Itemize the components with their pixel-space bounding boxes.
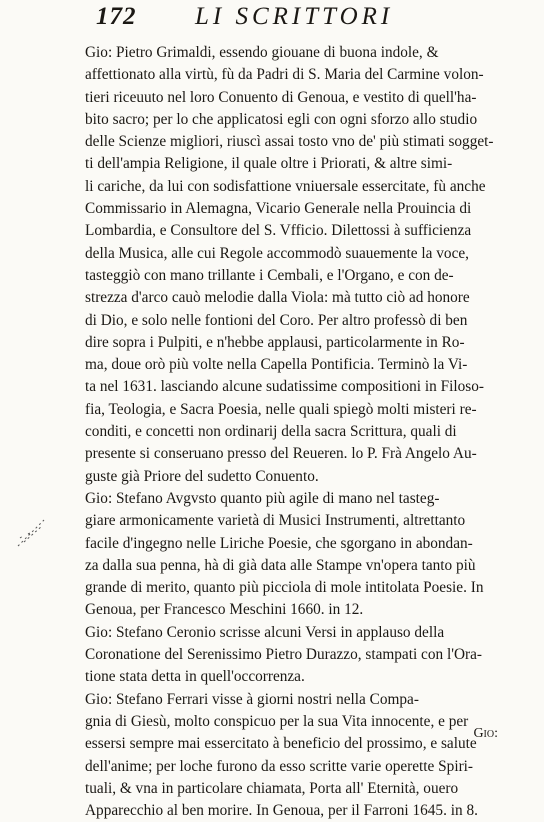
text-line: gnia di Giesù, molto conspicuo per la sua Vita innocente, e per	[85, 712, 469, 730]
text-line: tieri riceuuto nel loro Conuento di Genoua, e vestito di quell'ha-	[85, 88, 477, 106]
text-line: conditi, e concetti non ordinarij della sacra Scrittura, quali di	[85, 423, 457, 441]
page-header	[0, 0, 544, 40]
body-text	[85, 42, 503, 822]
text-line: Genoua, per Francesco Meschini 1660. in 12.	[85, 601, 364, 619]
text-line: affettionato alla virtù, fù da Padri di S. Maria del Carmine volon-	[85, 66, 484, 84]
text-line: della Musica, alle cui Regole accommodò suauemente la voce,	[85, 244, 469, 262]
paragraph	[85, 622, 503, 689]
text-line: fia, Teologia, e Sacra Poesia, nelle quali spiegò molti misteri re-	[85, 400, 477, 418]
text-line: ma, doue orò più volte nella Capella Pontificia. Terminò la Vi-	[85, 356, 468, 374]
marginal-ink-mark	[14, 512, 54, 552]
text-line: Gio: Pietro Grimaldi, essendo giouane di buona indole, &	[85, 44, 439, 61]
text-line: li cariche, da lui con sodisfattione vniuersale essercitate, fù anche	[85, 177, 486, 195]
text-line: Commissario in Alemagna, Vicario Generale nella Prouincia di	[85, 200, 472, 218]
text-line: giare armonicamente varietà di Musici Instrumenti, altrettanto	[85, 512, 466, 530]
text-line: facile d'ingegno nelle Liriche Poesie, che sgorgano in abondan-	[85, 534, 473, 552]
text-line: dire sopra i Pulpiti, e n'hebbe applausi, particolarmente in Ro-	[85, 333, 465, 351]
text-line: di Dio, e solo nelle fontioni del Coro. Per altro professò di ben	[85, 311, 468, 329]
text-line: guste già Priore del sudetto Conuento.	[85, 467, 319, 485]
text-line: bito sacro; per lo che applicatosi egli con ogni sforzo allo studio	[85, 110, 478, 128]
paragraph	[85, 42, 503, 488]
text-line: Gio: Stefano Ferrari visse à giorni nostri nella Compa-	[85, 690, 419, 708]
text-line: tione stata detta in quell'occorrenza.	[85, 668, 305, 686]
running-title: LI SCRITTORI	[195, 3, 394, 30]
text-line: essersi sempre mai essercitato à beneficio del prossimo, e salute	[85, 735, 477, 753]
text-line: za dalla sua penna, hà di già data alle Stampe vn'opera tanto più	[85, 556, 476, 574]
text-line: grande di merito, quanto più picciola di mole intitolata Poesie. In	[85, 579, 484, 597]
text-line: tuali, & vna in particolare chiamata, Porta all' Eternità, ouero	[85, 779, 459, 797]
text-line: dell'anime; per loche furono da esso scritte varie operette Spiri-	[85, 757, 474, 775]
text-line: ti dell'ampia Religione, il quale oltre i Priorati, & altre simi-	[85, 155, 453, 173]
text-line: tasteggiò con mano trillante i Cembali, e l'Organo, e con de-	[85, 266, 454, 284]
catchword: Gio:	[473, 726, 498, 741]
text-line: Lombardia, e Consultore del S. Vfficio. Dilettossi à sufficienza	[85, 222, 472, 240]
text-line: ta nel 1631. lasciando alcune sudatissime compositioni in Filoso-	[85, 378, 484, 396]
paragraph	[85, 689, 503, 822]
text-line: Gio: Stefano Avgvsto quanto più agile di mano nel tasteg-	[85, 489, 440, 507]
text-line: Apparecchio al ben morire. In Genoua, per il Farroni 1645. in 8.	[85, 802, 478, 820]
page-number: 172	[96, 3, 137, 30]
text-line: Coronatione del Serenissimo Pietro Durazzo, stampati con l'Ora-	[85, 646, 482, 664]
paragraph	[85, 488, 503, 622]
text-line: delle Scienze migliori, riuscì assai tosto vno de' più stimati sogget-	[85, 133, 494, 151]
text-line: Gio: Stefano Ceronio scrisse alcuni Versi in applauso della	[85, 623, 445, 641]
text-line: strezza d'arco cauò melodie dalla Viola: mà tutto ciò ad honore	[85, 289, 470, 307]
text-line: presente si conseruano presso del Reueren. lo P. Frà Angelo Au-	[85, 445, 477, 463]
